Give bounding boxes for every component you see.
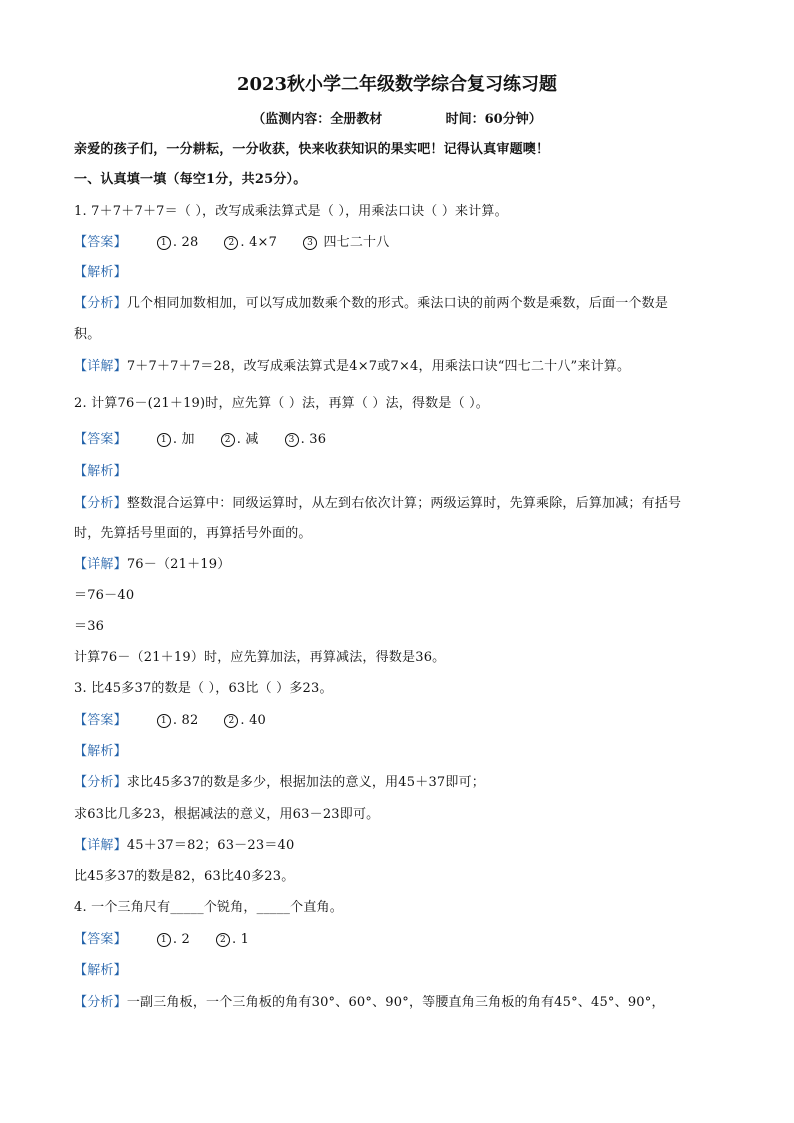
fenxi-tag: 【分析】 [74, 496, 127, 511]
answer-item [224, 713, 266, 728]
answer-item [157, 713, 199, 728]
xiangjie-tag: 【详解】 [74, 557, 127, 572]
jiexi-tag: 【解析】 [74, 963, 127, 978]
answer-tag: 【答案】 [74, 432, 127, 447]
circled-number: 1 [157, 933, 171, 947]
question-3: 3. 比45多37的数是（ ），63比（ ）多23。 [74, 681, 333, 696]
answer-item [303, 235, 389, 250]
question-4: 4. 一个三角尺有_____个锐角，_____个直角。 [74, 900, 343, 915]
analysis-text: 求比45多37的数是多少，根据加法的意义，用45＋37即可； [126, 775, 485, 790]
circled-number: 2 [221, 433, 235, 447]
answer-list [157, 932, 275, 947]
answer-tag: 【答案】 [74, 713, 127, 728]
answer-item [157, 432, 195, 447]
circled-number: 2 [224, 236, 238, 250]
answer-value: . 加 [172, 432, 195, 447]
answer-value: . 2 [172, 932, 190, 947]
conclusion-line: 计算76－（21＋19）时，应先算加法，再算减法，得数是36。 [74, 650, 446, 665]
analysis-line [74, 773, 485, 793]
detail-text: 45＋37＝82；63－23＝40 [126, 838, 295, 853]
answer-tag: 【答案】 [74, 932, 127, 947]
answer-item [224, 235, 277, 250]
conclusion-line: 比45多37的数是82，63比40多23。 [74, 869, 295, 884]
answer-row-4 [74, 930, 275, 950]
answer-item [285, 432, 327, 447]
answer-list [157, 432, 352, 447]
circled-number: 3 [285, 433, 299, 447]
detail-line [74, 555, 230, 575]
jiexi-tag: 【解析】 [74, 744, 127, 759]
analysis-line: 时，先算括号里面的，再算括号外面的。 [74, 526, 312, 541]
answer-item [216, 932, 249, 947]
answer-list [157, 713, 292, 728]
answer-item [221, 432, 259, 447]
answer-value: . 1 [231, 932, 250, 947]
intro-text: 亲爱的孩子们，一分耕耘，一分收获，快来收获知识的果实吧！记得认真审题噢！ [74, 142, 550, 157]
section-heading: 一、认真填一填（每空1分，共25分）。 [74, 172, 307, 187]
circled-number: 3 [303, 236, 317, 250]
page-title: 2023秋小学二年级数学综合复习练习题 [236, 74, 558, 95]
analysis-text: 一副三角板，一个三角板的角有30°、60°、90°，等腰直角三角板的角有45°、45°、90°， [126, 995, 665, 1010]
question-2: 2. 计算76－(21＋19)时，应先算（ ）法，再算（ ）法，得数是（ ）。 [74, 396, 490, 411]
circled-number: 2 [216, 933, 230, 947]
answer-row-3 [74, 711, 292, 731]
detail-line: ＝76－40 [74, 588, 135, 603]
analysis-line: 求63比几多23，根据减法的意义，用63－23即可。 [74, 807, 380, 822]
circled-number: 1 [157, 433, 171, 447]
analysis-line: 积。 [74, 327, 101, 342]
page-subtitle: （监测内容：全册教材 时间：60分钟） [252, 112, 542, 127]
answer-value: . 82 [172, 713, 199, 728]
detail-line [74, 836, 294, 856]
answer-row-1 [74, 233, 415, 253]
answer-item [157, 932, 190, 947]
question-1: 1. 7＋7＋7＋7＝（ ），改写成乘法算式是（ ），用乘法口诀（ ）来计算。 [74, 204, 508, 219]
detail-line [74, 357, 630, 377]
detail-text: 76－（21＋19） [126, 557, 231, 572]
circled-number: 1 [157, 714, 171, 728]
answer-tag: 【答案】 [74, 235, 127, 250]
answer-row-2 [74, 430, 352, 450]
fenxi-tag: 【分析】 [74, 296, 127, 311]
answer-value: . 4×7 [240, 235, 278, 250]
jiexi-tag: 【解析】 [74, 464, 127, 479]
answer-list [157, 235, 416, 250]
xiangjie-tag: 【详解】 [74, 359, 127, 374]
circled-number: 1 [157, 236, 171, 250]
detail-text: 7＋7＋7＋7＝28，改写成乘法算式是4×7或7×4，用乘法口诀“四七二十八”来计算。 [126, 359, 631, 374]
circled-number: 2 [224, 714, 238, 728]
detail-line: ＝36 [74, 619, 105, 634]
answer-value: . 36 [300, 432, 327, 447]
fenxi-tag: 【分析】 [74, 995, 127, 1010]
analysis-line [74, 494, 681, 514]
analysis-line [74, 993, 665, 1013]
answer-value: 四七二十八 [319, 235, 390, 250]
xiangjie-tag: 【详解】 [74, 838, 127, 853]
analysis-text: 几个相同加数相加，可以写成加数乘个数的形式。乘法口诀的前两个数是乘数，后面一个数是 [126, 296, 669, 311]
jiexi-tag: 【解析】 [74, 265, 127, 280]
answer-value: . 40 [240, 713, 267, 728]
answer-value: . 28 [172, 235, 199, 250]
analysis-line [74, 294, 668, 314]
fenxi-tag: 【分析】 [74, 775, 127, 790]
answer-value: . 减 [236, 432, 259, 447]
answer-item [157, 235, 199, 250]
analysis-text: 整数混合运算中：同级运算时，从左到右依次计算；两级运算时，先算乘除，后算加减；有括号 [126, 496, 682, 511]
